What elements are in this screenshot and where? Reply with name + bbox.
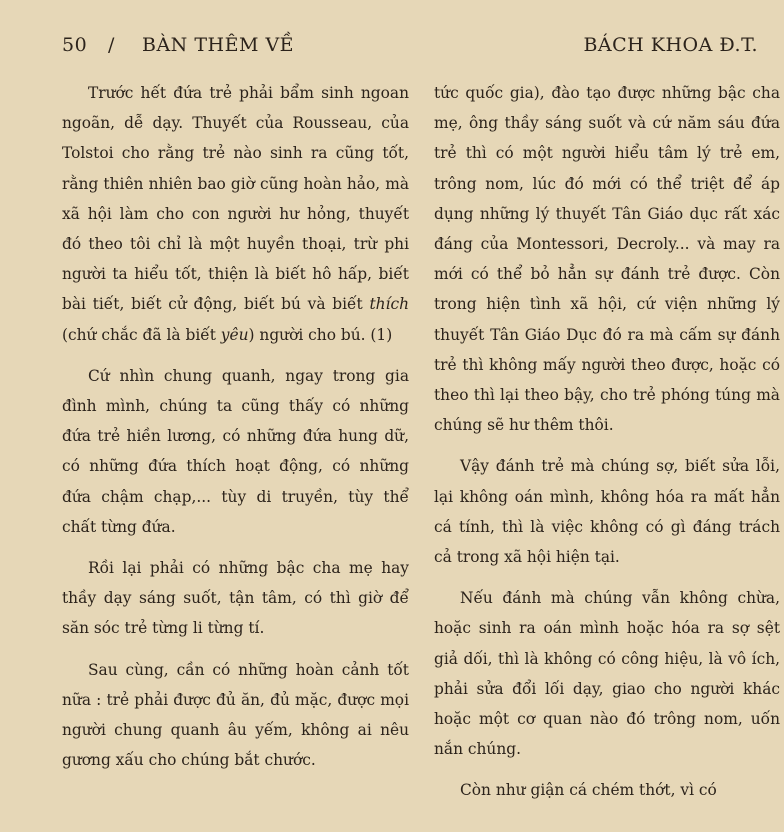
paragraph: Rồi lại phải có những bậc cha mẹ hay thầy dạy sáng suốt, tận tâm, có thì giờ để săn sóc trẻ từng li từng tí. bbox=[62, 559, 409, 638]
paragraph: Nếu đánh mà chúng vẫn không chừa, hoặc sinh ra oán mình hoặc hóa ra sợ sệt giả dối, thì là không có công hiệu, là vô ích, phải sửa đổi lối dạy, giao cho người khác hoặc một cơ quan nào đó trông nom, uốn nắn chúng. bbox=[434, 589, 780, 759]
section-title: BÀN THÊM VỀ bbox=[142, 34, 295, 56]
paragraph: Cứ nhìn chung quanh, ngay trong gia đình mình, chúng ta cũng thấy có những đứa trẻ hiền lương, có những đứa hung dữ, có những đứa thích hoạt động, có những đứa chậm chạp,... tùy di truyền, tùy thể chất từng đứa. bbox=[62, 366, 409, 536]
paragraph: Sau cùng, cần có những hoàn cảnh tốt nữa : trẻ phải được đủ ăn, đủ mặc, được mọi người chung quanh âu yếm, không ai nêu gương xấu cho chúng bắt chước. bbox=[62, 660, 409, 770]
right-column bbox=[434, 78, 780, 817]
paragraph: Trước hết đứa trẻ phải bẩm sinh ngoan ngoãn, dễ dạy. Thuyết của Rousseau, của Tolstoi cho rằng trẻ nào sinh ra cũng tốt, rằng thiên nhiên bao giờ cũng hoàn hảo, mà xã hội làm cho con người hư hỏng, thuyết đó theo tôi chỉ là một huyền thoại, trừ phi người ta hiểu tốt, thiện là biết hô hấp, biết bài tiết, biết cử động, biết bú và biết thích (chứ chắc đã là biết yêu) người cho bú. (1) bbox=[62, 84, 409, 344]
page-header bbox=[62, 34, 758, 62]
paragraph-continued: tức quốc gia), đào tạo được những bậc cha mẹ, ông thầy sáng suốt và cứ năm sáu đứa trẻ thì có một người hiểu tâm lý trẻ em, trông nom, lúc đó mới có thể triệt để áp dụng những lý thuyết Tân Giáo dục rất xác đáng của Montessori, Decroly... và may ra mới có thể bỏ hẳn sự đánh trẻ được. Còn trong hiện tình xã hội, cứ viện những lý thuyết Tân Giáo Dục đó ra mà cấm sự đánh trẻ thì không mấy người theo được, hoặc có theo thì lại theo bậy, cho trẻ phóng túng mà chúng sẽ hư thêm thôi. bbox=[434, 84, 780, 435]
left-column bbox=[62, 78, 409, 786]
page-number: 50 bbox=[62, 34, 88, 56]
header-separator: / bbox=[108, 34, 115, 56]
paragraph: Còn như giận cá chém thớt, vì có bbox=[460, 781, 717, 800]
paragraph: Vậy đánh trẻ mà chúng sợ, biết sửa lỗi, lại không oán mình, không hóa ra mất hẳn cá tính, thì là việc không có gì đáng trách cả trong xã hội hiện tại. bbox=[434, 457, 780, 567]
publication-name: BÁCH KHOA Đ.T. bbox=[583, 34, 758, 56]
